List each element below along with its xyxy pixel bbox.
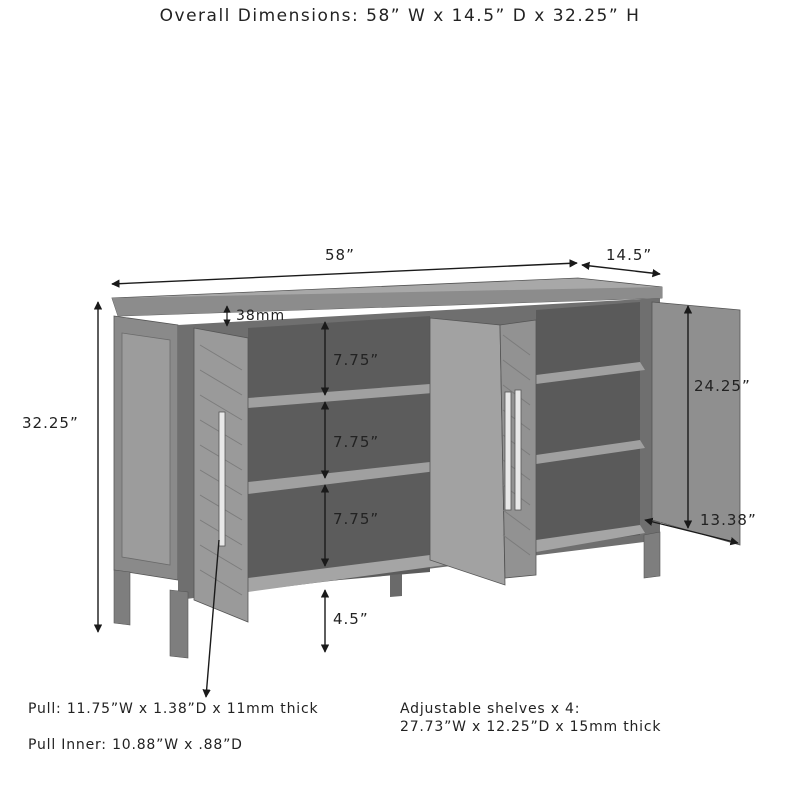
door-left-pull [219,412,225,546]
door-right [652,302,740,545]
leg-back-mid [390,574,402,597]
pull-note: Pull: 11.75”W x 1.38”D x 11mm thick [28,701,319,717]
depth-label: 14.5” [606,246,653,264]
door-center-left [430,318,505,585]
door-center-pull-b [515,390,521,510]
pull-inner-note: Pull Inner: 10.88”W x .88”D [28,737,243,753]
door-width-label: 13.38” [700,511,757,529]
shelf-gap-3-label: 7.75” [333,510,380,528]
shelf-gap-1-label: 7.75” [333,351,380,369]
dim-line-depth [582,265,660,274]
shelf-gap-2-label: 7.75” [333,433,380,451]
door-center-pull-a [505,392,511,510]
interior-back-right [536,302,640,548]
height-label: 32.25” [22,414,79,432]
shelves-note-line1: Adjustable shelves x 4: [400,701,581,717]
leg-clearance-label: 4.5” [333,610,369,628]
top-thickness-label: 38mm [236,308,286,324]
overall-dimensions-title: Overall Dimensions: 58” W x 14.5” D x 32.25” H [159,6,641,26]
leg-front-left [114,570,130,625]
left-side-inset [122,333,170,565]
shelves-note-line2: 27.73”W x 12.25”D x 15mm thick [400,719,662,735]
leg-front-mid [170,590,188,658]
width-label: 58” [325,246,355,264]
door-height-label: 24.25” [694,377,751,395]
leg-right [644,532,660,578]
